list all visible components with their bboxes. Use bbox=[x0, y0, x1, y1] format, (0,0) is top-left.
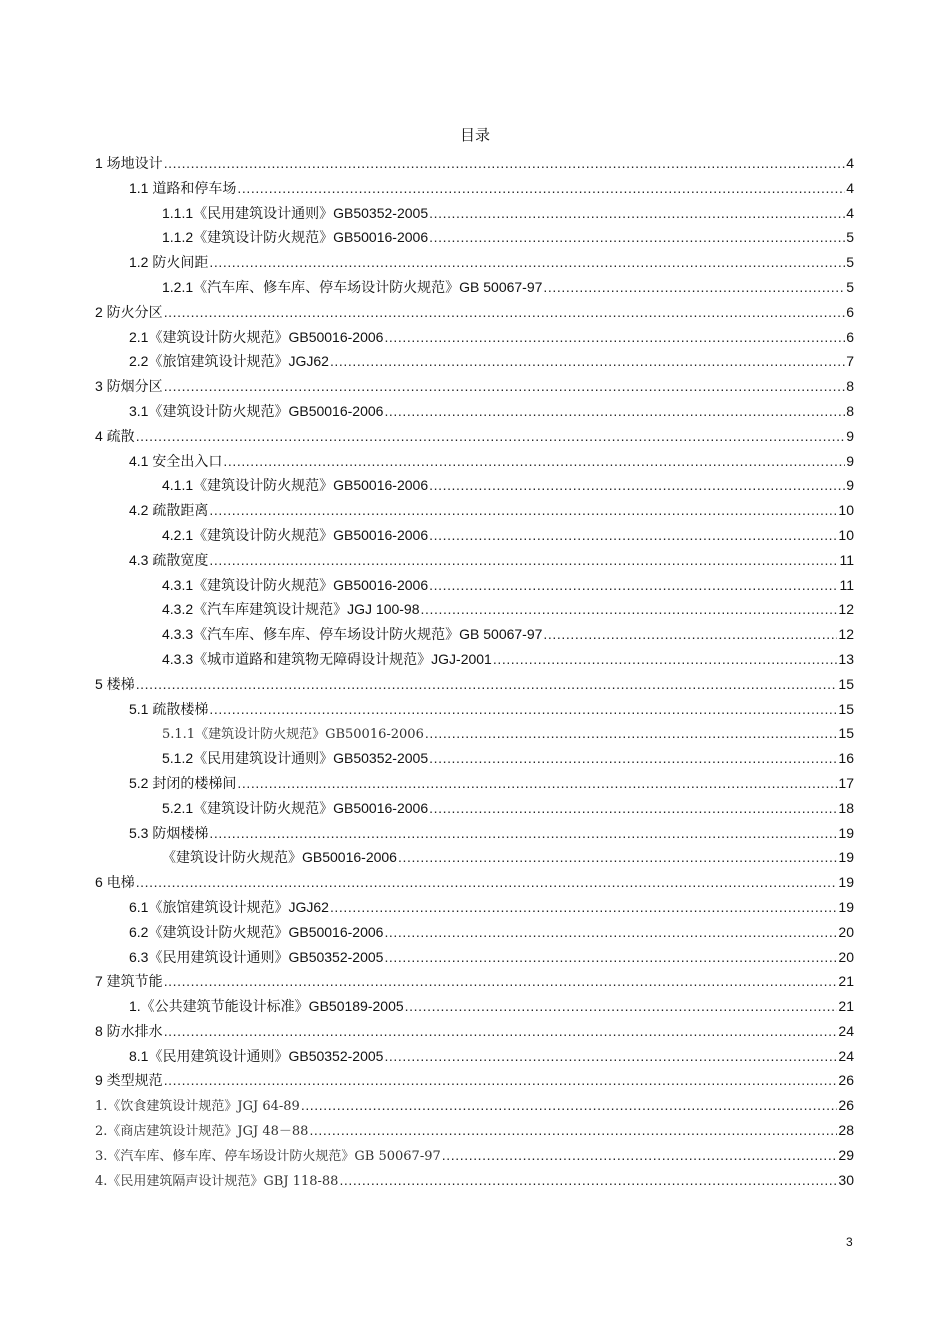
toc-entry-label: 6.3《民用建筑设计通则》GB50352-2005 bbox=[129, 948, 384, 965]
dot-leader bbox=[339, 1168, 837, 1193]
toc-entry-label: 3.1《建筑设计防火规范》GB50016-2006 bbox=[129, 402, 384, 419]
toc-entry-label: 4.2.1《建筑设计防火规范》GB50016-2006 bbox=[162, 526, 429, 543]
toc-entry-label: 3 防烟分区 bbox=[95, 378, 163, 395]
toc-entry[interactable] bbox=[0, 349, 950, 374]
dot-leader bbox=[237, 176, 845, 201]
dot-leader bbox=[330, 895, 837, 920]
toc-entry-label: 1.《公共建筑节能设计标准》GB50189-2005 bbox=[129, 998, 404, 1015]
toc-entry-page: 8 bbox=[846, 402, 854, 419]
toc-entry[interactable] bbox=[0, 399, 950, 424]
toc-entry-page: 26 bbox=[838, 1072, 854, 1089]
toc-entry[interactable] bbox=[0, 771, 950, 796]
dot-leader bbox=[209, 250, 845, 275]
toc-entry-page: 21 bbox=[838, 973, 854, 990]
toc-entry-page: 5 bbox=[846, 254, 854, 271]
toc-entry-page: 30 bbox=[838, 1171, 854, 1188]
toc-entry-page: 4 bbox=[846, 155, 854, 171]
toc-entry-label: 8.1《民用建筑设计通则》GB50352-2005 bbox=[129, 1047, 384, 1064]
toc-entry[interactable] bbox=[0, 870, 950, 895]
dot-leader bbox=[429, 796, 837, 821]
dot-leader bbox=[429, 573, 838, 598]
toc-entry-label: 5 楼梯 bbox=[95, 675, 135, 692]
dot-leader bbox=[209, 498, 837, 523]
toc-entry-label: 1.1.1《民用建筑设计通则》GB50352-2005 bbox=[162, 204, 429, 221]
toc-entry[interactable] bbox=[0, 697, 950, 722]
toc-entry[interactable] bbox=[0, 300, 950, 325]
table-of-contents bbox=[0, 151, 950, 1192]
toc-entry[interactable] bbox=[0, 1019, 950, 1044]
toc-entry[interactable] bbox=[0, 672, 950, 697]
toc-entry-label: 5.2 封闭的楼梯间 bbox=[129, 774, 237, 791]
toc-entry-page: 11 bbox=[839, 576, 854, 593]
toc-entry-label: 4.1 安全出入口 bbox=[129, 452, 223, 469]
toc-entry-label: 5.1.1《建筑设计防火规范》GB50016-2006 bbox=[162, 727, 424, 743]
dot-leader bbox=[330, 349, 845, 374]
toc-entry-page: 4 bbox=[846, 204, 854, 221]
dot-leader bbox=[384, 1044, 837, 1069]
toc-entry[interactable] bbox=[0, 920, 950, 945]
dot-leader bbox=[384, 325, 845, 350]
toc-entry-label: 6.2《建筑设计防火规范》GB50016-2006 bbox=[129, 923, 384, 940]
toc-entry-page: 10 bbox=[838, 526, 854, 543]
toc-entry-page: 19 bbox=[838, 874, 854, 891]
toc-entry-label: 3.《汽车库、修车库、停车场设计防火规范》GB 50067-97 bbox=[95, 1148, 441, 1164]
toc-entry-page: 15 bbox=[838, 675, 854, 692]
toc-entry-label: 1.2.1《汽车库、修车库、停车场设计防火规范》GB 50067-97 bbox=[162, 278, 543, 295]
toc-entry-label: 5.3 防烟楼梯 bbox=[129, 824, 209, 841]
dot-leader bbox=[442, 1143, 838, 1168]
toc-entry-page: 5 bbox=[846, 229, 854, 246]
toc-entry[interactable] bbox=[0, 325, 950, 350]
toc-entry[interactable] bbox=[0, 969, 950, 994]
toc-entry[interactable] bbox=[0, 945, 950, 970]
dot-leader bbox=[384, 399, 845, 424]
dot-leader bbox=[384, 920, 837, 945]
toc-entry-page: 6 bbox=[846, 328, 854, 345]
dot-leader bbox=[429, 201, 845, 226]
toc-entry[interactable] bbox=[0, 548, 950, 573]
dot-leader bbox=[493, 647, 838, 672]
dot-leader bbox=[164, 1019, 838, 1044]
toc-entry-label: 1.《饮食建筑设计规范》JGJ 64-89 bbox=[95, 1099, 300, 1115]
toc-entry-page: 13 bbox=[838, 650, 854, 667]
dot-leader bbox=[425, 721, 838, 746]
toc-entry-label: 4.3.3《汽车库、修车库、停车场设计防火规范》GB 50067-97 bbox=[162, 626, 543, 643]
toc-entry[interactable] bbox=[0, 374, 950, 399]
toc-entry-label: 2 防火分区 bbox=[95, 303, 163, 320]
toc-entry-label: 4.3.3《城市道路和建筑物无障碍设计规范》JGJ-2001 bbox=[162, 650, 492, 667]
toc-entry-page: 4 bbox=[846, 179, 854, 196]
toc-entry-label: 1.1.2《建筑设计防火规范》GB50016-2006 bbox=[162, 229, 429, 246]
dot-leader bbox=[223, 449, 845, 474]
toc-entry[interactable] bbox=[0, 151, 950, 176]
dot-leader bbox=[398, 845, 837, 870]
toc-entry-page: 5 bbox=[846, 278, 854, 295]
dot-leader bbox=[543, 275, 845, 300]
toc-entry[interactable] bbox=[0, 250, 950, 275]
toc-entry-label: 5.1.2《民用建筑设计通则》GB50352-2005 bbox=[162, 750, 429, 767]
toc-entry-page: 28 bbox=[838, 1122, 854, 1139]
dot-leader bbox=[309, 1118, 837, 1143]
toc-entry[interactable] bbox=[0, 1044, 950, 1069]
toc-entry-page: 7 bbox=[846, 353, 854, 370]
dot-leader bbox=[136, 424, 846, 449]
page-number: 3 bbox=[846, 1235, 853, 1249]
toc-entry-label: 2.1《建筑设计防火规范》GB50016-2006 bbox=[129, 328, 384, 345]
toc-entry[interactable] bbox=[0, 746, 950, 771]
toc-entry-label: 5.2.1《建筑设计防火规范》GB50016-2006 bbox=[162, 799, 429, 816]
toc-entry-page: 6 bbox=[846, 303, 854, 320]
toc-entry[interactable] bbox=[0, 1118, 950, 1143]
toc-entry[interactable] bbox=[0, 275, 950, 300]
toc-entry[interactable] bbox=[0, 449, 950, 474]
toc-entry[interactable] bbox=[0, 424, 950, 449]
toc-entry-page: 24 bbox=[838, 1022, 854, 1039]
toc-entry-label: 1 场地设计 bbox=[95, 155, 163, 171]
toc-entry[interactable] bbox=[0, 895, 950, 920]
toc-entry-label: 6 电梯 bbox=[95, 874, 135, 891]
toc-entry-page: 10 bbox=[838, 502, 854, 519]
toc-entry[interactable] bbox=[0, 498, 950, 523]
toc-entry-label: 4.3 疏散宽度 bbox=[129, 551, 209, 568]
dot-leader bbox=[136, 870, 838, 895]
toc-entry[interactable] bbox=[0, 1068, 950, 1093]
toc-entry-page: 29 bbox=[838, 1146, 854, 1163]
dot-leader bbox=[164, 374, 846, 399]
toc-entry-page: 24 bbox=[838, 1047, 854, 1064]
toc-entry[interactable] bbox=[0, 1143, 950, 1168]
dot-leader bbox=[384, 945, 837, 970]
toc-entry-page: 20 bbox=[838, 948, 854, 965]
toc-entry-page: 15 bbox=[838, 700, 854, 717]
toc-entry-page: 19 bbox=[838, 898, 854, 915]
toc-entry[interactable] bbox=[0, 721, 950, 746]
toc-entry-page: 20 bbox=[838, 923, 854, 940]
dot-leader bbox=[543, 622, 837, 647]
toc-entry[interactable] bbox=[0, 1168, 950, 1193]
toc-entry-label: 5.1 疏散楼梯 bbox=[129, 700, 209, 717]
toc-entry[interactable] bbox=[0, 994, 950, 1019]
toc-entry-page: 8 bbox=[846, 378, 854, 395]
toc-entry[interactable] bbox=[0, 176, 950, 201]
toc-entry-label: 9 类型规范 bbox=[95, 1072, 163, 1089]
toc-entry-label: 2.《商店建筑设计规范》JGJ 48－88 bbox=[95, 1124, 309, 1140]
toc-entry-label: 《建筑设计防火规范》GB50016-2006 bbox=[162, 849, 397, 866]
toc-entry-page: 9 bbox=[846, 427, 854, 444]
toc-entry[interactable] bbox=[0, 845, 950, 870]
dot-leader bbox=[164, 1068, 838, 1093]
toc-entry-label: 8 防水排水 bbox=[95, 1022, 163, 1039]
toc-entry-label: 4.1.1《建筑设计防火规范》GB50016-2006 bbox=[162, 477, 429, 494]
toc-entry-page: 19 bbox=[838, 849, 854, 866]
dot-leader bbox=[429, 225, 845, 250]
toc-entry-page: 12 bbox=[838, 601, 854, 618]
toc-title: 目录 bbox=[459, 127, 490, 144]
dot-leader bbox=[429, 746, 837, 771]
toc-entry-page: 21 bbox=[838, 998, 854, 1015]
dot-leader bbox=[237, 771, 837, 796]
toc-entry-label: 4.3.2《汽车库建筑设计规范》JGJ 100-98 bbox=[162, 601, 420, 618]
toc-entry-label: 1.1 道路和停车场 bbox=[129, 179, 237, 196]
toc-entry-page: 11 bbox=[839, 551, 854, 568]
toc-entry[interactable] bbox=[0, 573, 950, 598]
toc-entry-page: 26 bbox=[838, 1097, 854, 1114]
toc-entry-label: 1.2 防火间距 bbox=[129, 254, 209, 271]
dot-leader bbox=[209, 697, 837, 722]
toc-entry-page: 16 bbox=[838, 750, 854, 767]
dot-leader bbox=[164, 969, 838, 994]
toc-entry[interactable] bbox=[0, 523, 950, 548]
dot-leader bbox=[421, 597, 838, 622]
toc-entry-page: 19 bbox=[838, 824, 854, 841]
toc-entry-label: 4.《民用建筑隔声设计规范》GBJ 118-88 bbox=[95, 1173, 339, 1189]
toc-entry-label: 4.2 疏散距离 bbox=[129, 502, 209, 519]
toc-entry[interactable] bbox=[0, 201, 950, 226]
toc-entry-page: 17 bbox=[838, 774, 854, 791]
toc-entry-label: 4.3.1《建筑设计防火规范》GB50016-2006 bbox=[162, 576, 429, 593]
toc-entry[interactable] bbox=[0, 1093, 950, 1118]
toc-entry[interactable] bbox=[0, 622, 950, 647]
toc-entry-page: 9 bbox=[846, 477, 854, 494]
toc-entry[interactable] bbox=[0, 597, 950, 622]
toc-entry-label: 4 疏散 bbox=[95, 427, 135, 444]
toc-entry-page: 12 bbox=[838, 626, 854, 643]
toc-entry-label: 7 建筑节能 bbox=[95, 973, 163, 990]
dot-leader bbox=[405, 994, 838, 1019]
dot-leader bbox=[164, 300, 846, 325]
dot-leader bbox=[429, 473, 845, 498]
dot-leader bbox=[209, 548, 838, 573]
toc-entry[interactable] bbox=[0, 647, 950, 672]
dot-leader bbox=[301, 1093, 838, 1118]
toc-entry-page: 15 bbox=[838, 725, 854, 742]
toc-entry-page: 18 bbox=[838, 799, 854, 816]
dot-leader bbox=[429, 523, 837, 548]
toc-entry[interactable] bbox=[0, 473, 950, 498]
toc-entry-page: 9 bbox=[846, 452, 854, 469]
toc-entry[interactable] bbox=[0, 796, 950, 821]
dot-leader bbox=[209, 821, 837, 846]
toc-entry[interactable] bbox=[0, 821, 950, 846]
dot-leader bbox=[164, 151, 846, 176]
toc-entry-label: 2.2《旅馆建筑设计规范》JGJ62 bbox=[129, 353, 329, 370]
dot-leader bbox=[136, 672, 838, 697]
toc-entry[interactable] bbox=[0, 225, 950, 250]
toc-entry-label: 6.1《旅馆建筑设计规范》JGJ62 bbox=[129, 898, 329, 915]
